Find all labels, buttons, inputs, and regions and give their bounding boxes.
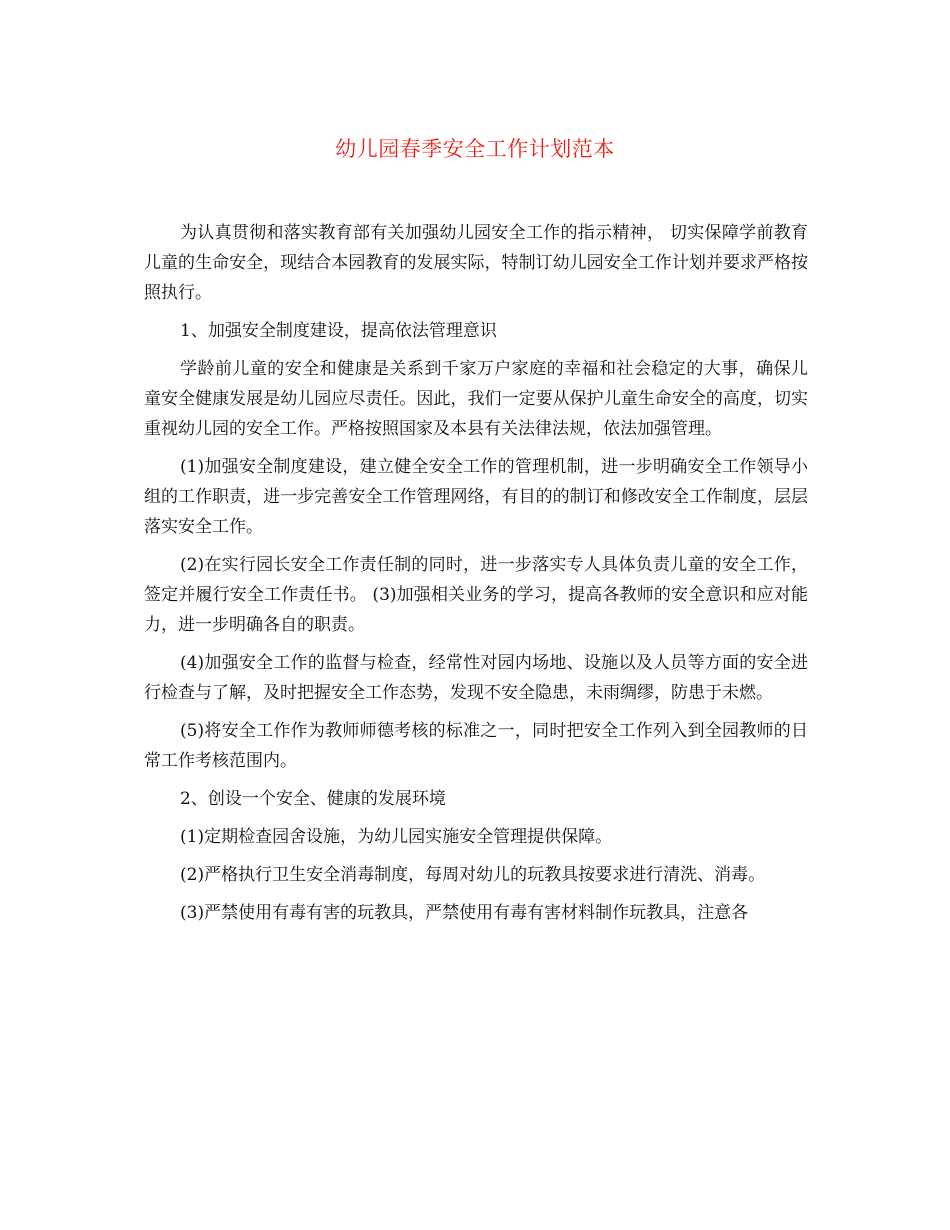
- section-heading-2: 2、创设一个安全、健康的发展环境: [180, 789, 446, 809]
- paragraph-intro: 为认真贯彻和落实教育部有关加强幼儿园安全工作的指示精神， 切实保障学前教育儿童的生命安全，现结合本园教育的发展实际，特制订幼儿园安全工作计划并要求严格按照执行。: [144, 223, 808, 303]
- list-item: (5)将安全工作作为教师师德考核的标准之一，同时把安全工作列入到全园教师的日常工作考核范围内。: [144, 721, 808, 771]
- list-item: (1)加强安全制度建设，建立健全安全工作的管理机制，进一步明确安全工作领导小组的工作职责，进一步完善安全工作管理网络，有目的的制订和修改安全工作制度，层层落实安全工作。: [144, 457, 808, 537]
- paragraph: 学龄前儿童的安全和健康是关系到千家万户家庭的幸福和社会稳定的大事，确保儿童安全健康发展是幼儿园应尽责任。因此，我们一定要从保护儿童生命安全的高度，切实重视幼儿园的安全工作。严格按照国家及本县有关法律法规，依法加强管理。: [144, 359, 808, 439]
- list-item: (3)严禁使用有毒有害的玩教具，严禁使用有毒有害材料制作玩教具，注意各: [180, 903, 749, 923]
- list-item: (2)严格执行卫生安全消毒制度，每周对幼儿的玩教具按要求进行清洗、消毒。: [180, 865, 766, 885]
- list-item: (1)定期检查园舍设施，为幼儿园实施安全管理提供保障。: [180, 827, 613, 847]
- document-title: 幼儿园春季安全工作计划范本: [335, 137, 615, 161]
- section-heading-1: 1、加强安全制度建设，提高依法管理意识: [180, 321, 497, 341]
- list-item: (4)加强安全工作的监督与检查，经常性对园内场地、设施以及人员等方面的安全进行检查与了解，及时把握安全工作态势，发现不安全隐患，未雨绸缪，防患于未燃。: [144, 653, 808, 703]
- document-body: [144, 218, 808, 936]
- list-item: (2)在实行园长安全工作责任制的同时，进一步落实专人具体负责儿童的安全工作，签定并履行安全工作责任书。 (3)加强相关业务的学习，提高各教师的安全意识和应对能力，进一步明确各自的职责。: [144, 555, 808, 635]
